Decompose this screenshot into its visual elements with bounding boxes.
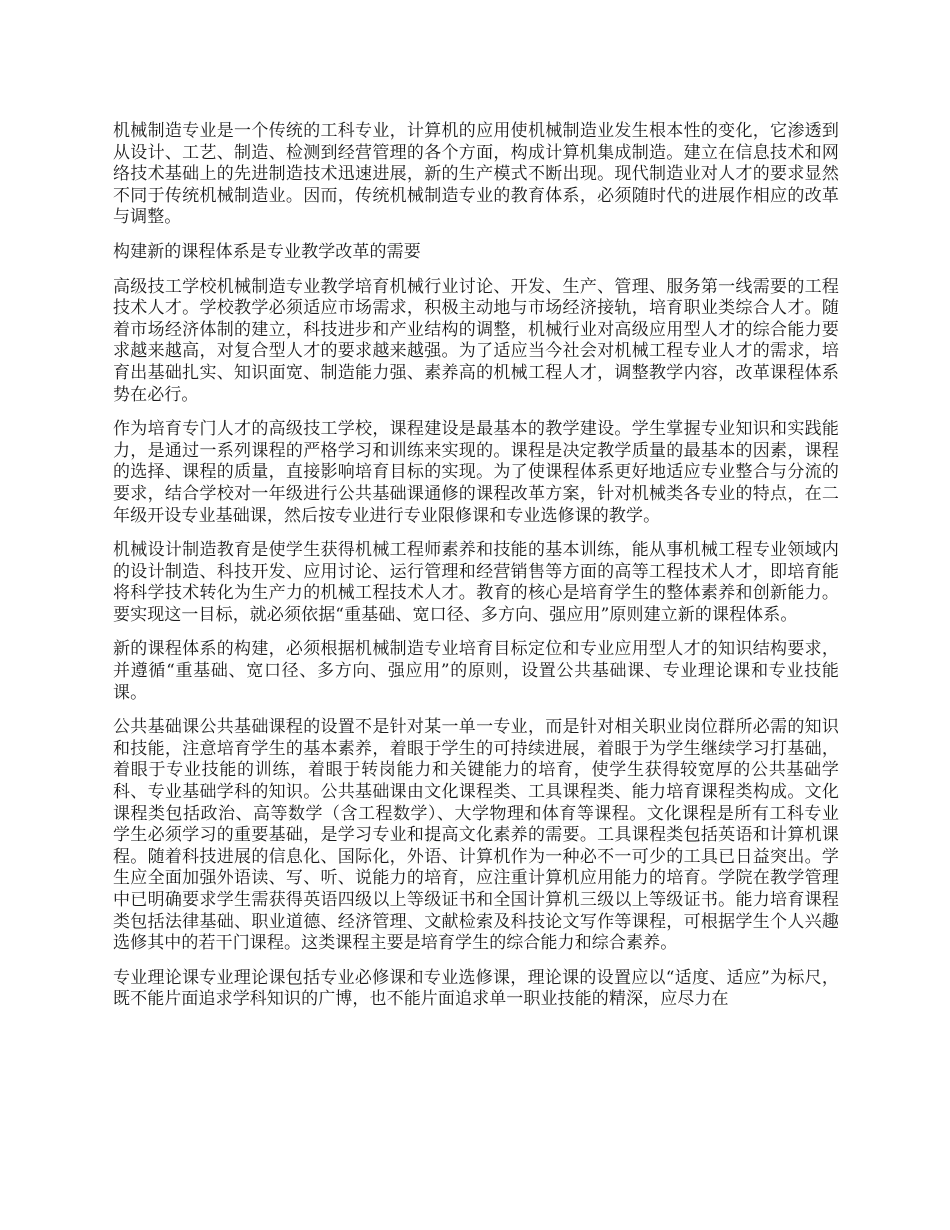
paragraph-training-goals: 高级技工学校机械制造专业教学培育机械行业讨论、开发、生产、管理、服务第一线需要的工程技术人才。学校教学必须适应市场需求，积极主动地与市场经济接轨，培育职业类综合人才。随着市场经济体制的建立，科技进步和产业结构的调整，机械行业对高级应用型人才的综合能力要求越来越高，对复合型人才的要求越来越强。为了适应当今社会对机械工程专业人才的需求，培育出基础扎实、知识面宽、制造能力强、素养高的机械工程人才，调整教学内容，改革课程体系势在必行。	[113, 276, 839, 405]
document-page	[113, 121, 839, 1024]
paragraph-intro: 机械制造专业是一个传统的工科专业，计算机的应用使机械制造业发生根本性的变化，它渗透到从设计、工艺、制造、检测到经营管理的各个方面，构成计算机集成制造。建立在信息技术和网络技术基础上的先进制造技术迅速进展，新的生产模式不断出现。现代制造业对人才的要求显然不同于传统机械制造业。因而，传统机械制造专业的教育体系，必须随时代的进展作相应的改革与调整。	[113, 121, 839, 228]
paragraph-new-curriculum: 新的课程体系的构建，必须根据机械制造专业培育目标定位和专业应用型人才的知识结构要求，并遵循“重基础、宽口径、多方向、强应用”的原则，设置公共基础课、专业理论课和专业技能课。	[113, 639, 839, 703]
paragraph-public-foundation: 公共基础课公共基础课程的设置不是针对某一单一专业，而是针对相关职业岗位群所必需的知识和技能，注意培育学生的基本素养，着眼于学生的可持续进展，着眼于为学生继续学习打基础，着眼于专业技能的训练，着眼于转岗能力和关键能力的培育，使学生获得较宽厚的公共基础学科、专业基础学科的知识。公共基础课由文化课程类、工具课程类、能力培育课程类构成。文化课程类包括政治、高等数学（含工程数学）、大学物理和体育等课程。文化课程是所有工科专业学生必须学习的重要基础，是学习专业和提高文化素养的需要。工具课程类包括英语和计算机课程。随着科技进展的信息化、国际化，外语、计算机作为一种必不一可少的工具已日益突出。学生应全面加强外语读、写、听、说能力的培育，应注重计算机应用能力的培育。学院在教学管理中已明确要求学生需获得英语四级以上等级证书和全国计算机三级以上等级证书。能力培育课程类包括法律基础、职业道德、经济管理、文献检索及科技论文写作等课程，可根据学生个人兴趣选修其中的若干门课程。这类课程主要是培育学生的综合能力和综合素养。	[113, 717, 839, 954]
paragraph-design-education: 机械设计制造教育是使学生获得机械工程师素养和技能的基本训练，能从事机械工程专业领域内的设计制造、科技开发、应用讨论、运行管理和经营销售等方面的高等工程技术人才，即培育能将科学技术转化为生产力的机械工程技术人才。教育的核心是培育学生的整体素养和创新能力。要实现这一目标，就必须依据“重基础、宽口径、多方向、强应用”原则建立新的课程体系。	[113, 540, 839, 625]
paragraph-course-construction: 作为培育专门人才的高级技工学校，课程建设是最基本的教学建设。学生掌握专业知识和实践能力，是通过一系列课程的严格学习和训练来实现的。课程是决定教学质量的最基本的因素，课程的选择、课程的质量，直接影响培育目标的实现。为了使课程体系更好地适应专业整合与分流的要求，结合学校对一年级进行公共基础课通修的课程改革方案，针对机械类各专业的特点，在二年级开设专业基础课，然后按专业进行专业限修课和专业选修课的教学。	[113, 419, 839, 526]
section-heading: 构建新的课程体系是专业教学改革的需要	[113, 241, 421, 262]
paragraph-professional-theory: 专业理论课专业理论课包括专业必修课和专业选修课，理论课的设置应以“适度、适应”为标尺，既不能片面追求学科知识的广博，也不能片面追求单一职业技能的精深，应尽力在	[113, 967, 839, 1010]
